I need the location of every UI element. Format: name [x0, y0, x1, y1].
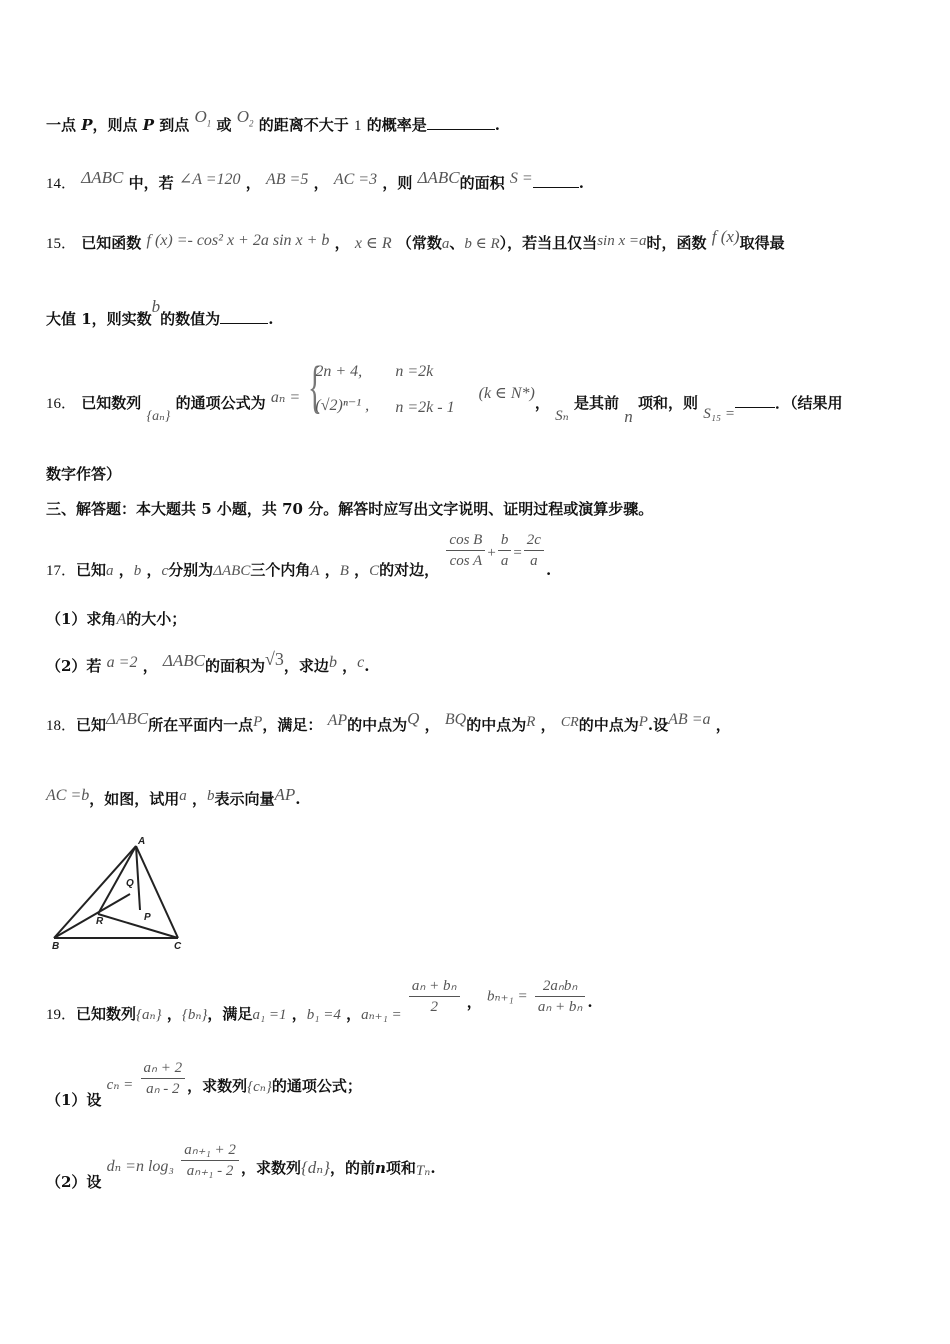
triangle-abc: ΔABC	[162, 651, 206, 670]
q16-number: 16．	[46, 396, 77, 412]
edge-ab	[54, 846, 136, 938]
q19-text: 的通项公式；	[271, 1076, 362, 1095]
left-brace: {	[308, 354, 323, 419]
q19-text: ，的前	[329, 1158, 375, 1177]
q13-text: 到点	[154, 116, 190, 134]
frac-dn: $\frac{\text{aₙ₊₁ + 2}}{\text{aₙ₊₁ - 2}}$	[181, 1140, 239, 1181]
q13-text: ，则点	[92, 116, 143, 134]
q18-line: 18．已知ΔABC所在平面内一点P，满足： AP的中点为Q ， BQ的中点为R ， CR的中点为P.设AB =a ，	[46, 709, 731, 734]
q16-text: 数字作答）	[46, 465, 122, 483]
triangle-abc: ΔABC	[81, 168, 124, 187]
q18-text: 表示向量	[214, 790, 275, 808]
point-q: Q	[407, 709, 420, 728]
q17-end: .	[364, 657, 370, 675]
q16-text: ．（结果用	[775, 394, 843, 412]
q17-line: 17．已知a ，b ，c分别为ΔABC三个内角A ，B ，C的对边， $\frac{\text{cos B}}{\text{cos A}}$ + $\frac{b}{a}$ = $\frac{2c}{a}$ .	[46, 532, 552, 579]
label-b: B	[52, 941, 60, 952]
frac-2c-a: $\frac{2c}{a}$	[524, 530, 544, 571]
k-in-n: (k ∈ N*)	[478, 385, 535, 402]
ac-equals-b: AC =b	[46, 787, 90, 804]
angle-a: A	[116, 611, 127, 628]
q19-part2	[46, 1140, 910, 1191]
q17-text: 分别为	[168, 560, 214, 579]
q17-text: （1）求角	[46, 610, 117, 628]
q16-line	[46, 354, 910, 426]
point-p: P	[253, 714, 263, 730]
case1-cond: n =2k	[395, 363, 434, 380]
angle-c: C	[369, 562, 380, 579]
q15-text: 时，函数	[646, 234, 707, 252]
q14-text: 的面积	[459, 174, 505, 192]
frac-cosb-cosa: $\frac{\text{cos B}}{\text{cos A}}$	[446, 530, 485, 571]
segment-cr	[98, 914, 178, 938]
q13-tail-line	[46, 107, 910, 136]
point-p: P	[142, 116, 155, 134]
q19-text: （1）设	[46, 1090, 102, 1109]
q16-text: 的通项公式为	[175, 394, 266, 412]
b1-equals: b₁ =4	[306, 1006, 341, 1023]
q15-text: ），若当且仅当	[499, 234, 598, 252]
b-in-r: b ∈ R	[464, 236, 500, 252]
section-heading	[46, 502, 910, 517]
triangle-abc: ΔABC	[417, 168, 460, 187]
q19-text: 已知数列	[76, 1004, 137, 1023]
q19-part1	[46, 1058, 910, 1109]
vector-ap: AP	[274, 785, 296, 804]
q15-text: 、	[449, 234, 465, 252]
o2-symbol: $O_2$	[236, 107, 254, 129]
q15-number: 15．	[46, 236, 77, 252]
edge-ac	[136, 846, 178, 938]
frac-an-plus-bn-over-2: $\frac{\text{aₙ + bₙ}}{2}$	[409, 976, 460, 1017]
sqrt-3: √3	[265, 649, 284, 669]
q16-text: ，	[534, 394, 550, 412]
sum-tn: Tₙ	[415, 1162, 431, 1179]
piecewise	[305, 354, 473, 419]
q17-part2: （2）若 a =2 ， ΔABC的面积为√3，求边b ，c.	[46, 649, 370, 675]
answer-blank[interactable]	[735, 395, 775, 408]
q13-one: 1	[354, 118, 362, 134]
ab-value: AB =5	[266, 171, 309, 188]
q18-text: 所在平面内一点	[148, 716, 254, 734]
q18-text: 的中点为	[578, 716, 639, 734]
function-f: f (x) =- cos² x + 2a sin x + b	[146, 232, 330, 249]
angle-a: A	[310, 562, 320, 579]
q14-text: 中，若	[128, 174, 174, 192]
q18-line2: AC =b，如图，试用a ，b表示向量AP.	[46, 785, 301, 808]
q13-text: 的距离不大于	[258, 116, 355, 134]
q14-line: 14． ΔABC 中，若 ∠A =120 ， AB =5 ， AC =3 ，则 ΔABC的面积 S = .	[46, 168, 584, 192]
side-c: c	[357, 654, 365, 671]
q16-text: 项和，则	[637, 394, 698, 412]
vector-b: b	[207, 788, 215, 804]
frac-cn: $\frac{\text{aₙ + 2}}{\text{aₙ - 2}}$	[141, 1058, 186, 1099]
q17-text: 已知	[76, 560, 107, 579]
q16-text: 是其前	[573, 394, 619, 412]
an1-equals: aₙ₊₁ =	[361, 1006, 402, 1023]
q13-text: 或	[216, 116, 232, 134]
q19-number: 19．	[46, 1006, 77, 1023]
q17-text: 的大小；	[126, 610, 187, 628]
label-c: C	[174, 941, 182, 952]
q17-text: 的面积为	[205, 657, 266, 675]
q16-text: 已知数列	[81, 394, 142, 412]
sequence-an: {aₙ}	[136, 1006, 162, 1023]
o1-symbol: $O_1$	[194, 107, 212, 129]
q13-text: 的概率是	[361, 116, 427, 134]
an-equals: aₙ =	[270, 389, 301, 406]
q19-text: ，求数列	[187, 1076, 248, 1095]
q13-end: .	[494, 116, 500, 134]
sequence-dn: {dₙ}	[300, 1157, 330, 1177]
ac-value: AC =3	[333, 171, 378, 188]
n-var: n	[374, 1158, 386, 1177]
segment-ap: AP	[327, 712, 348, 729]
label-p: P	[144, 912, 151, 923]
q17-text: （2）若	[46, 657, 102, 675]
answer-blank[interactable]	[533, 175, 579, 188]
sequence-bn: {bₙ}	[181, 1006, 208, 1023]
x-in-r: x ∈ R	[354, 235, 392, 252]
sum-sn: Sₙ	[555, 408, 569, 424]
point-p: P	[81, 116, 93, 134]
side-b: b	[328, 654, 337, 671]
f-of-x: f (x)	[711, 227, 740, 246]
sin-x-eq-a: sin x =a	[597, 233, 647, 249]
side-a: a	[106, 562, 114, 579]
frac-b-a: $\frac{b}{a}$	[498, 530, 512, 571]
angle-a: ∠A =120	[178, 171, 241, 188]
q18-text: ，满足：	[262, 716, 323, 734]
side-b: b	[133, 562, 142, 579]
q17-text: 三个内角	[250, 560, 311, 579]
s15: S₁₅ =	[703, 406, 736, 422]
q15-line: 15． 已知函数 f (x) =- cos² x + 2a sin x + b ， x ∈ R （常数a、b ∈ R），若当且仅当sin x =a时，函数 f (x)取得最	[46, 227, 785, 252]
cn-equals: cₙ =	[106, 1076, 134, 1093]
q19-text: ，满足	[207, 1004, 253, 1023]
equals-sign: =	[513, 544, 522, 561]
point-p: P	[638, 714, 648, 730]
case2-expr: (√2)ⁿ⁻¹ ,	[315, 397, 370, 414]
q18-text: ，如图，试用	[89, 790, 180, 808]
n-var: n	[624, 407, 633, 426]
case2-cond: n =2k - 1	[395, 399, 455, 416]
q15-text: 已知函数	[81, 234, 142, 252]
q19-text: ，求数列	[240, 1158, 301, 1177]
sequence-an: {aₙ}	[146, 409, 171, 424]
section-title: 三、解答题：本大题共 5 小题，共 70 分。解答时应写出文字说明、证明过程或演算步骤。	[46, 500, 654, 518]
segment-bq: BQ	[444, 711, 467, 728]
q16-line2	[46, 467, 910, 482]
q19-text: （2）设	[46, 1172, 102, 1191]
label-q: Q	[126, 878, 134, 889]
q15-text: 取得最	[739, 234, 785, 252]
q15-text: 的数值为	[160, 310, 221, 328]
dn-equals: dₙ =n log₃	[106, 1157, 174, 1175]
q15-line2	[46, 297, 910, 328]
ab-equals-a: AB =a	[668, 711, 711, 728]
q17-number: 17．	[46, 562, 77, 579]
q17-text: 的对边，	[379, 560, 440, 579]
label-r: R	[96, 916, 104, 927]
figure-lines	[54, 846, 178, 938]
angle-b: B	[339, 562, 349, 579]
q15-text: （常数	[396, 234, 442, 252]
q18-end: .	[295, 790, 301, 808]
case1-expr: 2n + 4,	[315, 363, 363, 380]
bn1-equals: bₙ₊₁ =	[486, 988, 528, 1005]
q19-text: 项和	[385, 1158, 416, 1177]
answer-blank[interactable]	[427, 117, 495, 130]
q19-end: .	[587, 992, 593, 1011]
q18-text: 已知	[76, 716, 107, 734]
q19-line: 19．已知数列{aₙ} ，{bₙ}，满足a₁ =1 ，b₁ =4 ，aₙ₊₁ = $\frac{\text{aₙ + bₙ}}{2}$ ， bₙ₊₁ = $\frac{\text{2aₙbₙ}}{\text{aₙ + bₙ}}$ .	[46, 978, 593, 1023]
triangle-figure	[46, 832, 196, 952]
q14-number: 14．	[46, 176, 77, 192]
label-a: A	[138, 836, 146, 847]
q14-text: ，则	[382, 174, 413, 192]
triangle-abc: ΔABC	[213, 562, 251, 579]
q17-text: ，求边	[283, 657, 329, 675]
plus-sign: +	[487, 544, 496, 561]
q18-text: .设	[647, 716, 669, 734]
point-r: R	[526, 714, 536, 730]
q15-text: 大值 1，则实数	[46, 310, 152, 328]
answer-blank[interactable]	[220, 311, 268, 324]
triangle-abc: ΔABC	[106, 709, 149, 728]
q17-part1	[46, 612, 910, 628]
area-s: S =	[509, 170, 533, 187]
sequence-cn: {cₙ}	[247, 1078, 272, 1095]
q13-text: 一点	[46, 116, 82, 134]
q17-end: .	[545, 560, 552, 579]
q18-number: 18．	[46, 718, 77, 734]
a-equals-2: a =2	[106, 654, 138, 671]
vector-a: a	[179, 788, 187, 804]
q14-end: .	[578, 174, 584, 192]
q18-text: 的中点为	[466, 716, 527, 734]
side-c: c	[161, 562, 169, 579]
frac-harmonic: $\frac{\text{2aₙbₙ}}{\text{aₙ + bₙ}}$	[535, 976, 586, 1017]
q18-text: 的中点为	[347, 716, 408, 734]
q19-end: .	[430, 1158, 436, 1177]
a1-equals: a₁ =1	[252, 1006, 287, 1023]
q15-end: .	[268, 310, 274, 328]
segment-bq	[54, 894, 130, 938]
segment-cr: CR	[560, 715, 579, 730]
const-a: a	[441, 236, 450, 252]
real-b: b	[151, 297, 161, 316]
